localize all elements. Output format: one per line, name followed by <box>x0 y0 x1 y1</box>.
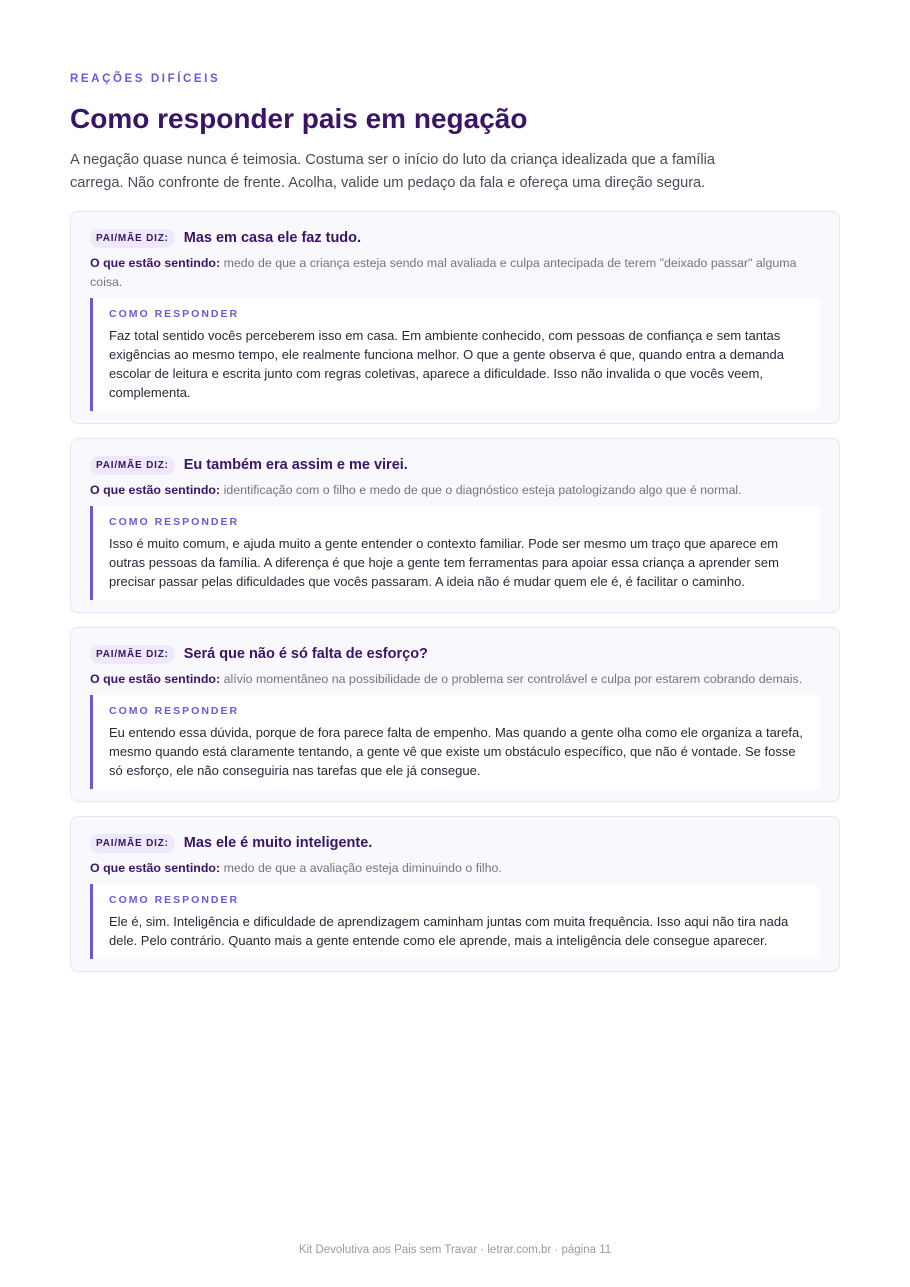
card-header <box>90 455 820 475</box>
response-label: COMO RESPONDER <box>109 705 240 717</box>
card-header <box>90 228 820 248</box>
response-box <box>90 506 820 600</box>
feeling-text: alívio momentâneo na possibilidade de o problema ser controlável e culpa por estarem cobrando demais. <box>223 672 803 686</box>
page-footer: Kit Devolutiva aos Pais sem Travar · letrar.com.br · página 11 <box>298 1244 612 1256</box>
response-box <box>90 884 820 959</box>
response-text: Faz total sentido vocês perceberem isso em casa. Em ambiente conhecido, com pessoas de confiança e sem tantas exigências ao mesmo tempo, ele realmente funciona melhor. O que a gente observa é que, quando entra a demanda escolar de leitura e escrita junto com regras coletivas, aparece a dificuldade. Isso não invalida o que vocês veem, complementa. <box>109 328 784 400</box>
response-text: Isso é muito comum, e ajuda muito a gente entender o contexto familiar. Pode ser mesmo um traço que aparece em outras pessoas da família. A diferença é que hoje a gente tem ferramentas para apoiar essa criança a aprender sem precisar passar pelas dificuldades que vocês passaram. A ideia não é mudar quem ele é, é facilitar o caminho. <box>109 536 779 589</box>
feeling-label: O que estão sentindo: <box>90 861 221 875</box>
response-label: COMO RESPONDER <box>109 516 240 528</box>
parent-says-badge: PAI/MÃE DIZ: <box>90 456 175 475</box>
feeling-line <box>90 254 820 292</box>
response-box <box>90 695 820 789</box>
reaction-cards <box>70 211 840 972</box>
section-eyebrow: REAÇÕES DIFÍCEIS <box>70 73 221 85</box>
page-content <box>70 72 840 986</box>
reaction-card-2 <box>70 438 840 613</box>
parent-quote: Mas ele é muito inteligente. <box>183 835 373 851</box>
parent-says-badge: PAI/MÃE DIZ: <box>90 229 175 248</box>
parent-says-badge: PAI/MÃE DIZ: <box>90 834 175 853</box>
parent-says-badge: PAI/MÃE DIZ: <box>90 645 175 664</box>
response-box <box>90 298 820 411</box>
card-header <box>90 644 820 664</box>
reaction-card-3 <box>70 627 840 802</box>
card-header <box>90 833 820 853</box>
page-title: Como responder pais em negação <box>70 103 528 134</box>
reaction-card-4 <box>70 816 840 972</box>
feeling-text: medo de que a criança esteja sendo mal avaliada e culpa antecipada de terem "deixado passar" alguma coisa. <box>90 256 797 289</box>
response-text: Ele é, sim. Inteligência e dificuldade de aprendizagem caminham juntas com muita frequência. Isso aqui não tira nada dele. Pelo contrário. Quanto mais a gente entende como ele aprende, mais a inteligência dele consegue aparecer. <box>109 914 789 948</box>
response-text: Eu entendo essa dúvida, porque de fora parece falta de empenho. Mas quando a gente olha como ele organiza a tarefa, mesmo quando está claramente tentando, a gente vê que existe um obstáculo específico, que não é vontade. Se fosse só esforço, ele não conseguiria nas tarefas que ele já consegue. <box>109 725 803 778</box>
response-label: COMO RESPONDER <box>109 894 240 906</box>
feeling-text: identificação com o filho e medo de que o diagnóstico esteja patologizando algo que é normal. <box>223 483 742 497</box>
parent-quote: Será que não é só falta de esforço? <box>183 646 428 662</box>
feeling-line <box>90 670 820 689</box>
feeling-line <box>90 859 820 878</box>
reaction-card-1 <box>70 211 840 424</box>
feeling-label: O que estão sentindo: <box>90 256 221 270</box>
feeling-label: O que estão sentindo: <box>90 672 221 686</box>
response-label: COMO RESPONDER <box>109 308 240 320</box>
parent-quote: Eu também era assim e me virei. <box>183 457 408 473</box>
parent-quote: Mas em casa ele faz tudo. <box>183 230 362 246</box>
feeling-text: medo de que a avaliação esteja diminuindo o filho. <box>223 861 502 875</box>
feeling-line <box>90 481 820 500</box>
intro-paragraph: A negação quase nunca é teimosia. Costuma ser o início do luto da criança idealizada que a família carrega. Não confronte de frente. Acolha, valide um pedaço da fala e ofereça uma direção segura. <box>70 152 715 191</box>
feeling-label: O que estão sentindo: <box>90 483 221 497</box>
